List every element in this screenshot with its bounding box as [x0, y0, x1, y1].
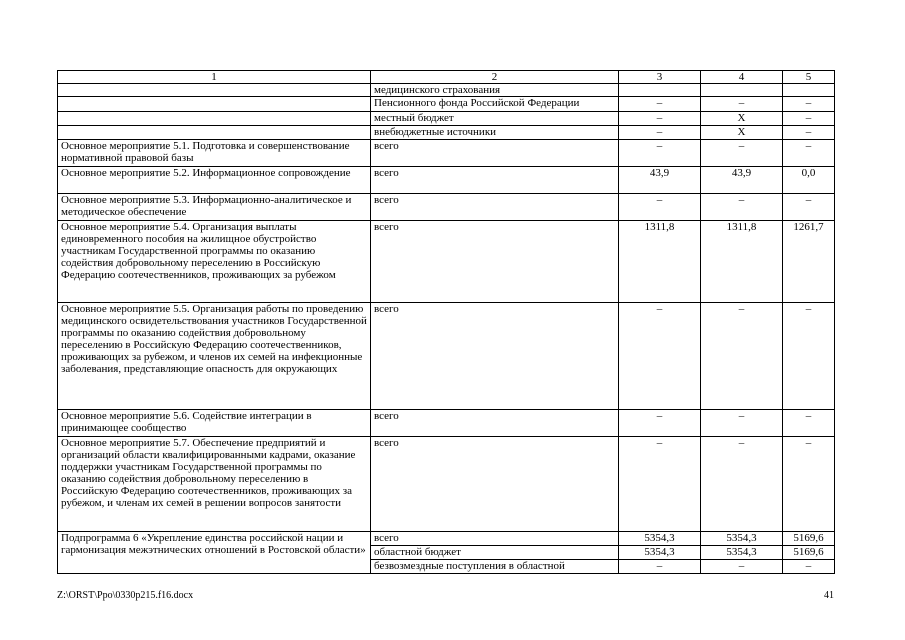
- col5-cell: –: [783, 437, 835, 532]
- col3-cell: 5354,3: [619, 532, 701, 546]
- col5-cell: 5169,6: [783, 532, 835, 546]
- activity-cell: Основное мероприятие 5.3. Информационно-аналитическое и методическое обеспечение: [58, 194, 371, 221]
- col4-cell: –: [701, 410, 783, 437]
- source-cell: внебюджетные источники: [371, 126, 619, 140]
- table-row: [58, 410, 835, 437]
- table-row: [58, 167, 835, 194]
- col5-cell: –: [783, 140, 835, 167]
- col4-cell: [701, 84, 783, 97]
- col3-cell: –: [619, 126, 701, 140]
- col5-cell: –: [783, 112, 835, 126]
- source-cell: медицинского страхования: [371, 84, 619, 97]
- col3-cell: –: [619, 437, 701, 532]
- source-cell: всего: [371, 532, 619, 546]
- source-cell: всего: [371, 194, 619, 221]
- table-row: [58, 140, 835, 167]
- activity-cell: Основное мероприятие 5.4. Организация выплаты единовременного пособия на жилищное обустройство участникам Государственной программы по оказанию содействия добровольному переселению в Российскую Федерацию соотечественников, проживающих за рубежом: [58, 221, 371, 303]
- col4-cell: 1311,8: [701, 221, 783, 303]
- col3-cell: –: [619, 560, 701, 574]
- activity-cell: Основное мероприятие 5.5. Организация работы по проведению медицинского освидетельствования участников Государственной программы по оказанию содействия добровольному переселению в Российскую Федерацию соотечественников, проживающих за рубежом, и членов их семей на инфекционные заболевания, представляющие опасность для окружающих: [58, 303, 371, 410]
- header-cell-5: 5: [783, 71, 835, 84]
- page-number: 41: [824, 590, 834, 601]
- col5-cell: –: [783, 560, 835, 574]
- col5-cell: 5169,6: [783, 546, 835, 560]
- col4-cell: X: [701, 112, 783, 126]
- col4-cell: –: [701, 194, 783, 221]
- source-cell: местный бюджет: [371, 112, 619, 126]
- source-cell: всего: [371, 167, 619, 194]
- col5-cell: –: [783, 97, 835, 112]
- col5-cell: 1261,7: [783, 221, 835, 303]
- col4-cell: 5354,3: [701, 546, 783, 560]
- col3-cell: –: [619, 194, 701, 221]
- col4-cell: 5354,3: [701, 532, 783, 546]
- activity-cell: Основное мероприятие 5.2. Информационное сопровождение: [58, 167, 371, 194]
- activity-cell: [58, 84, 371, 97]
- col3-cell: 5354,3: [619, 546, 701, 560]
- col5-cell: 0,0: [783, 167, 835, 194]
- header-cell-3: 3: [619, 71, 701, 84]
- source-cell: безвозмездные поступления в областной: [371, 560, 619, 574]
- source-cell: всего: [371, 303, 619, 410]
- col4-cell: X: [701, 126, 783, 140]
- col5-cell: –: [783, 303, 835, 410]
- activity-cell: Основное мероприятие 5.1. Подготовка и совершенствование нормативной правовой базы: [58, 140, 371, 167]
- budget-table: [57, 70, 835, 574]
- table-row: [58, 97, 835, 112]
- source-cell: всего: [371, 437, 619, 532]
- header-cell-4: 4: [701, 71, 783, 84]
- header-cell-1: 1: [58, 71, 371, 84]
- table-row: [58, 221, 835, 303]
- col5-cell: –: [783, 410, 835, 437]
- activity-cell: [58, 112, 371, 126]
- subprogram-label-cell: Подпрограмма 6 «Укрепление единства российской нации и гармонизация межэтнических отношений в Ростовской области»: [58, 532, 371, 574]
- col5-cell: –: [783, 194, 835, 221]
- col5-cell: –: [783, 126, 835, 140]
- col4-cell: –: [701, 140, 783, 167]
- col3-cell: –: [619, 97, 701, 112]
- table-row: [58, 437, 835, 532]
- header-row: [58, 71, 835, 84]
- table-row: [58, 126, 835, 140]
- activity-cell: [58, 126, 371, 140]
- col3-cell: –: [619, 140, 701, 167]
- col4-cell: 43,9: [701, 167, 783, 194]
- col3-cell: –: [619, 410, 701, 437]
- table-row: [58, 112, 835, 126]
- col4-cell: –: [701, 97, 783, 112]
- col3-cell: [619, 84, 701, 97]
- col4-cell: –: [701, 437, 783, 532]
- source-cell: всего: [371, 140, 619, 167]
- table-row: [58, 532, 835, 546]
- source-cell: областной бюджет: [371, 546, 619, 560]
- table-row: [58, 303, 835, 410]
- table-row: [58, 84, 835, 97]
- table-row: [58, 194, 835, 221]
- file-path: Z:\ORST\Ppo\0330p215.f16.docx: [57, 590, 194, 601]
- col4-cell: –: [701, 303, 783, 410]
- col3-cell: –: [619, 303, 701, 410]
- source-cell: всего: [371, 410, 619, 437]
- source-cell: Пенсионного фонда Российской Федерации: [371, 97, 619, 112]
- col4-cell: –: [701, 560, 783, 574]
- activity-cell: Основное мероприятие 5.7. Обеспечение предприятий и организаций области квалифицированными кадрами, оказание поддержки участникам Государственной программы по оказанию содействия добровольному переселению в Российскую Федерацию соотечественников, проживающих за рубежом, и членам их семей в решении вопросов занятости: [58, 437, 371, 532]
- col3-cell: –: [619, 112, 701, 126]
- source-cell: всего: [371, 221, 619, 303]
- header-cell-2: 2: [371, 71, 619, 84]
- col3-cell: 1311,8: [619, 221, 701, 303]
- activity-cell: [58, 97, 371, 112]
- col5-cell: [783, 84, 835, 97]
- col3-cell: 43,9: [619, 167, 701, 194]
- activity-cell: Основное мероприятие 5.6. Содействие интеграции в принимающее сообщество: [58, 410, 371, 437]
